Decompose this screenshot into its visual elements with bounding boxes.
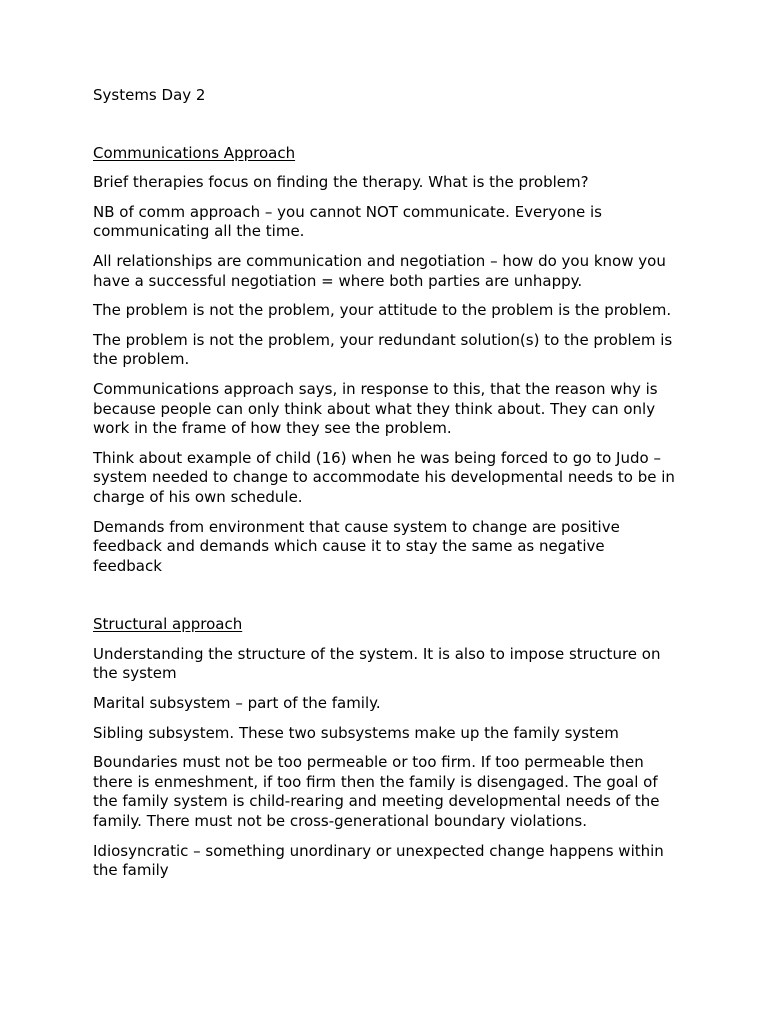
paragraph: Marital subsystem – part of the family. bbox=[93, 694, 381, 713]
paragraph: The problem is not the problem, your redundant solution(s) to the problem is the problem. bbox=[93, 330, 673, 369]
paragraph: Sibling subsystem. These two subsystems make up the family system bbox=[93, 723, 619, 742]
document-title: Systems Day 2 bbox=[93, 86, 206, 104]
document-page bbox=[93, 86, 678, 891]
paragraph: Demands from environment that cause system to change are positive feedback and demands which cause it to stay the same as negative feedback bbox=[93, 517, 620, 575]
section-communications-approach bbox=[93, 144, 678, 577]
section-heading: Structural approach bbox=[93, 615, 243, 634]
section-structural-approach bbox=[93, 615, 678, 881]
paragraph: Boundaries must not be too permeable or too firm. If too permeable then there is enmeshment, if too firm then the family is disengaged. The goal of the family system is child-rearing and meeting developmental needs of the family. There must not be cross-generational boundary violations. bbox=[93, 753, 660, 831]
paragraph: Brief therapies focus on finding the therapy. What is the problem? bbox=[93, 173, 589, 192]
section-heading: Communications Approach bbox=[93, 143, 296, 162]
paragraph: Understanding the structure of the system. It is also to impose structure on the system bbox=[93, 644, 661, 683]
section-spacer bbox=[93, 586, 678, 615]
paragraph: Communications approach says, in response to this, that the reason why is because people can only think about what they think about. They can only work in the frame of how they see the problem. bbox=[93, 379, 658, 438]
paragraph: Idiosyncratic – something unordinary or unexpected change happens within the family bbox=[93, 841, 664, 880]
paragraph: The problem is not the problem, your attitude to the problem is the problem. bbox=[93, 301, 672, 320]
paragraph: All relationships are communication and negotiation – how do you know you have a successful negotiation = where both parties are unhappy. bbox=[93, 251, 666, 290]
paragraph: Think about example of child (16) when he was being forced to go to Judo – system needed to change to accommodate his developmental needs to be in charge of his own schedule. bbox=[93, 448, 675, 506]
paragraph: NB of comm approach – you cannot NOT communicate. Everyone is communicating all the time. bbox=[93, 202, 602, 241]
